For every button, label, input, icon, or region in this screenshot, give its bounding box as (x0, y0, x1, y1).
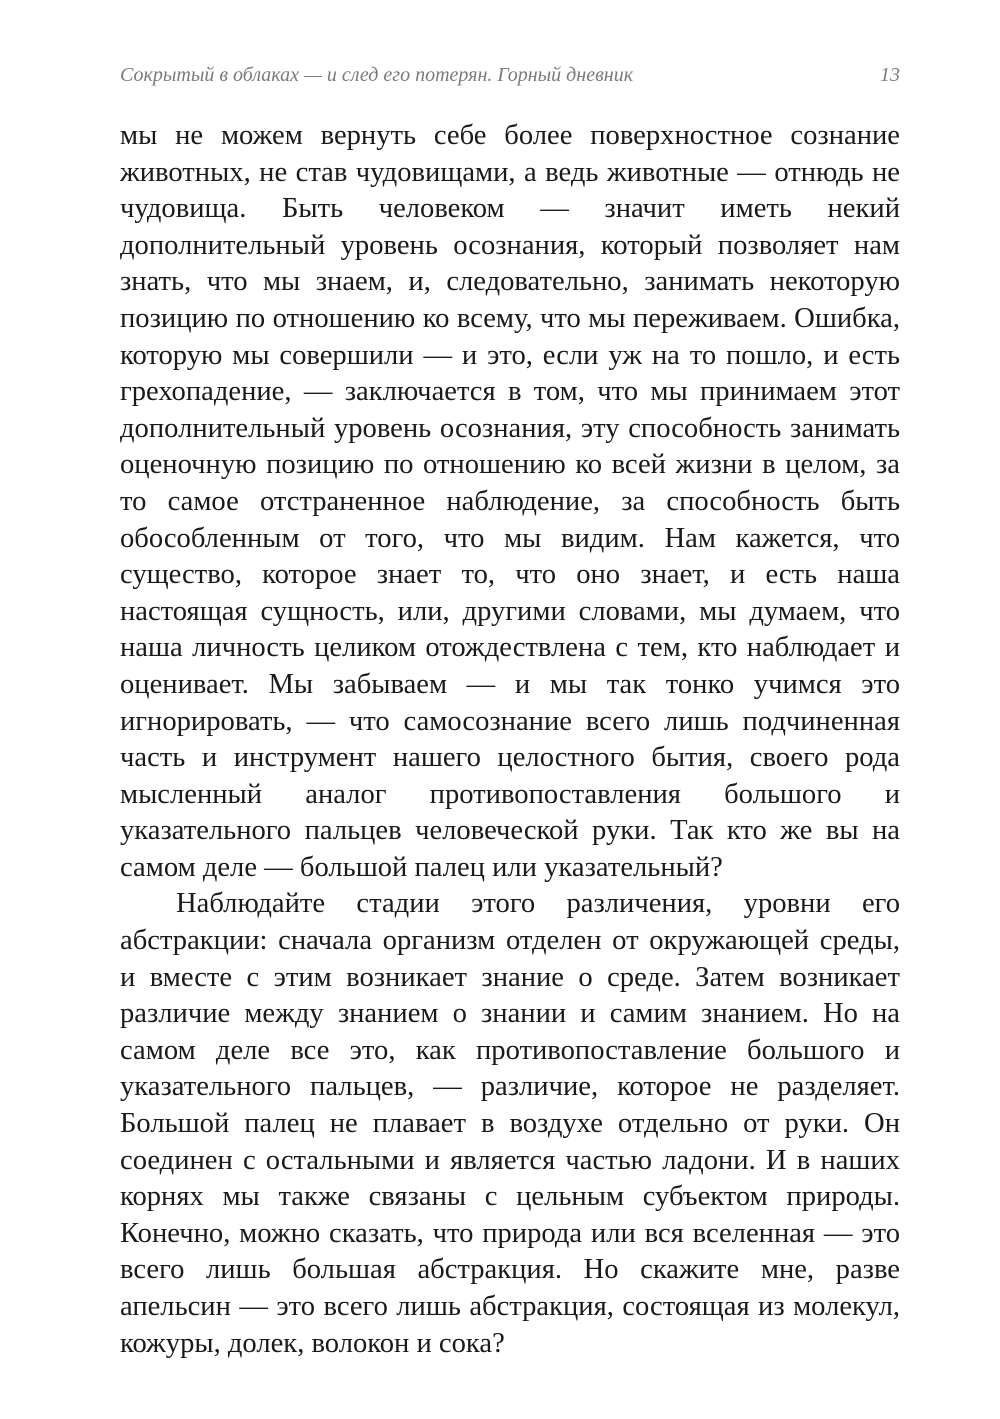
paragraph: мы не можем вернуть себе более поверхностное сознание животных, не став чудовищами, а ведь животные — отнюдь не чудовища. Быть человеком — значит иметь некий дополнительный уровень осознания, который позволяет нам знать, что мы знаем, и, следовательно, занимать некоторую позицию по отношению ко всему, что мы переживаем. Ошибка, которую мы совершили — и это, если уж на то пошло, и есть грехопадение, — заключается в том, что мы принимаем этот дополнительный уровень осознания, эту способность занимать оценочную позицию по отношению ко всей жизни в целом, за то самое отстраненное наблюдение, за способность быть обособленным от того, что мы видим. Нам кажется, что существо, которое знает то, что оно знает, и есть наша настоящая сущность, или, другими словами, мы думаем, что наша личность целиком отождествлена с тем, кто наблюдает и оценивает. Мы забываем — и мы так тонко учимся это игнорировать, — что самосознание всего лишь подчиненная часть и инструмент нашего целостного бытия, своего рода мысленный аналог противопоставления большого и указательного пальцев человеческой руки. Так кто же вы на самом деле — большой палец или указательный? (120, 120, 900, 883)
running-header-title: Сокрытый в облаках — и след его потерян. Горный дневник (120, 64, 634, 86)
paragraph: Наблюдайте стадии этого различения, уровни его абстракции: сначала организм отделен от окружающей среды, и вместе с этим возникает знание о среде. Затем возникает различие между знанием о знании и самим знанием. Но на самом деле все это, как противопоставление большого и указательного пальцев, — различие, которое не разделяет. Большой палец не плавает в воздухе отдельно от руки. Он соединен с остальными и является частью ладони. И в наших корнях мы также связаны с цельным субъектом природы. Конечно, можно сказать, что природа или вся вселенная — это всего лишь большая абстракция. Но скажите мне, разве апельсин — это всего лишь абстракция, состоящая из молекул, кожуры, долек, волокон и сока? (120, 888, 900, 1359)
page-body (120, 118, 900, 1362)
page-number: 13 (880, 64, 900, 86)
running-header (120, 60, 900, 90)
